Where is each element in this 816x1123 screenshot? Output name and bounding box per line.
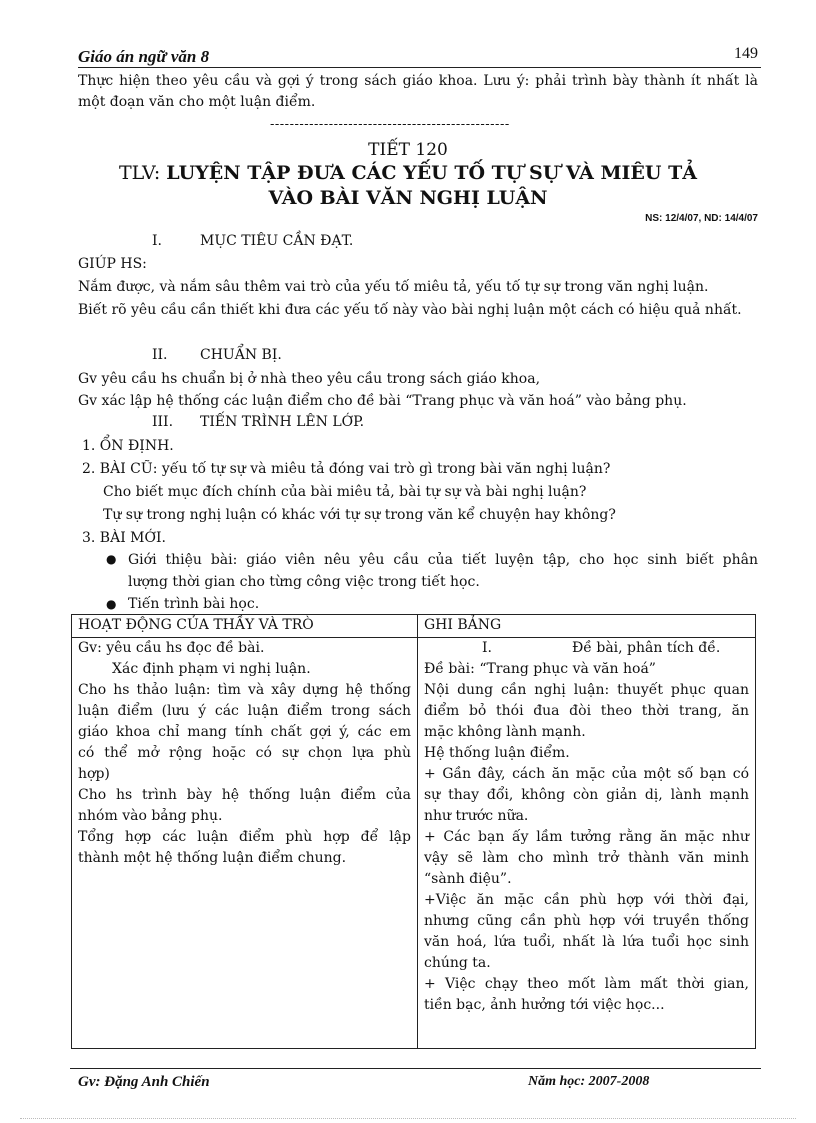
board-line: mặc không lành mạnh.: [424, 724, 586, 740]
activity-line: giáo khoa chỉ mang tính chất gợi ý, các em: [78, 724, 411, 740]
activity-line: nhóm vào bảng phụ.: [78, 808, 223, 824]
activity-line: Gv: yêu cầu hs đọc đề bài.: [78, 640, 265, 656]
section1-line2: Biết rõ yêu cầu cần thiết khi đưa các yếu tố này vào bài nghị luận một cách có hiệu quả nhất.: [78, 302, 742, 318]
page-edge: [20, 1118, 796, 1119]
board-line: chúng ta.: [424, 955, 491, 971]
activity-line: Tổng hợp các luận điểm phù hợp để lập: [78, 829, 411, 845]
board-line: + Gần đây, cách ăn mặc của một số bạn có: [424, 766, 749, 782]
step-2-question-1: Cho biết mục đích chính của bài miêu tả, bài tự sự và bài nghị luận?: [103, 484, 587, 500]
board-heading-text: Đề bài, phân tích đề.: [572, 640, 721, 656]
board-line: Hệ thống luận điểm.: [424, 745, 570, 761]
board-heading: [424, 638, 749, 659]
step-2-question-2: Tự sự trong nghị luận có khác với tự sự trong văn kể chuyện hay không?: [103, 507, 616, 523]
bullet-1-line1: Giới thiệu bài: giáo viên nêu yêu cầu của tiết luyện tập, cho học sinh biết phân: [128, 552, 758, 568]
footer-rule: [70, 1068, 761, 1069]
board-line: tiền bạc, ảnh hưởng tới việc học...: [424, 997, 665, 1013]
step-2: 2. BÀI CŨ: yếu tố tự sự và miêu tả đóng vai trò gì trong bài văn nghị luận?: [82, 461, 611, 477]
header-title: Giáo án ngữ văn 8: [78, 47, 210, 66]
lesson-title-line2: VÀO BÀI VĂN NGHỊ LUẬN: [268, 187, 548, 209]
section1-title: MỤC TIÊU CẦN ĐẠT.: [200, 233, 354, 249]
table-header-board: GHI BẢNG: [418, 615, 756, 638]
step-1: 1. ỔN ĐỊNH.: [82, 438, 174, 454]
section2-number: II.: [152, 347, 168, 363]
bullet-1-line2: lượng thời gian cho từng công việc trong tiết học.: [128, 574, 480, 590]
board-line: “sành điệu”.: [424, 871, 512, 887]
table-header-row: [72, 615, 756, 638]
section2-title: CHUẨN BỊ.: [200, 347, 282, 363]
step-3: 3. BÀI MỚI.: [82, 530, 166, 546]
lesson-number: TIẾT 120: [368, 140, 448, 160]
lesson-title-line1: [0, 162, 816, 184]
table-header-activities: HOẠT ĐỘNG CỦA THẦY VÀ TRÒ: [72, 615, 418, 638]
activity-line: Cho hs trình bày hệ thống luận điểm của: [78, 787, 411, 803]
section1-lead: GIÚP HS:: [78, 256, 147, 272]
footer-teacher: Gv: Đặng Anh Chiến: [78, 1074, 210, 1090]
header-rule: [78, 67, 761, 68]
board-line: + Các bạn ấy lầm tưởng rằng ăn mặc như: [424, 829, 749, 845]
lesson-prefix: TLV:: [119, 162, 167, 184]
activity-line: có thể mở rộng hoặc có sự chọn lựa phù: [78, 745, 411, 761]
board-line: sự thay đổi, không còn giản dị, lành mạnh: [424, 787, 749, 803]
lesson-title-text: LUYỆN TẬP ĐƯA CÁC YẾU TỐ TỰ SỰ VÀ MIÊU TẢ: [166, 162, 697, 184]
footer-school-year: Năm học: 2007-2008: [528, 1074, 650, 1089]
board-line: vậy sẽ làm cho mình trở thành văn minh: [424, 850, 749, 866]
section3-number: III.: [152, 414, 174, 430]
section2-line2: Gv xác lập hệ thống các luận điểm cho đề bài “Trang phục và văn hoá” vào bảng phụ.: [78, 393, 687, 409]
section1-number: I.: [152, 233, 162, 249]
board-line: Nội dung cần nghị luận: thuyết phục quan: [424, 682, 749, 698]
activity-line: Cho hs thảo luận: tìm và xây dựng hệ thống: [78, 682, 411, 698]
separator: -------------------------------------------------: [270, 117, 510, 132]
activity-line: thành một hệ thống luận điểm chung.: [78, 850, 347, 866]
intro-paragraph: Thực hiện theo yêu cầu và gợi ý trong sách giáo khoa. Lưu ý: phải trình bày thành ít nhất là một đoạn văn cho một luận điểm.: [78, 73, 758, 110]
activities-cell: [72, 638, 418, 1049]
activity-line: luận điểm (lưu ý các luận điểm trong sách: [78, 703, 411, 719]
page-number: 149: [734, 45, 758, 62]
board-cell: [418, 638, 756, 1049]
bullet-dot-2: ●: [106, 597, 117, 611]
section1-line1: Nắm được, và nắm sâu thêm vai trò của yếu tố miêu tả, yếu tố tự sự trong văn nghị luận.: [78, 279, 709, 295]
board-line: điểm bỏ thói đua đòi theo thời trang, ăn: [424, 703, 749, 719]
board-line: nhưng cũng cần phù hợp với truyền thống: [424, 913, 749, 929]
board-line: Đề bài: “Trang phục và văn hoá”: [424, 661, 656, 677]
board-line: +Việc ăn mặc cần phù hợp với thời đại,: [424, 892, 749, 908]
lesson-table: [71, 614, 756, 1049]
board-line: như trước nữa.: [424, 808, 529, 824]
lesson-dates: NS: 12/4/07, ND: 14/4/07: [645, 213, 758, 224]
activity-line: Xác định phạm vi nghị luận.: [112, 661, 311, 677]
section3-title: TIẾN TRÌNH LÊN LỚP.: [200, 414, 365, 430]
activity-line: hợp): [78, 766, 110, 782]
table-row: [72, 638, 756, 1049]
bullet-dot-1: ●: [106, 552, 117, 566]
board-line: văn hoá, lứa tuổi, nhất là lứa tuổi học sinh: [424, 934, 749, 950]
section2-line1: Gv yêu cầu hs chuẩn bị ở nhà theo yêu cầu trong sách giáo khoa,: [78, 371, 541, 387]
board-line: + Việc chạy theo mốt làm mất thời gian,: [424, 976, 749, 992]
board-heading-number: I.: [482, 640, 492, 656]
bullet-2: Tiến trình bài học.: [128, 596, 260, 612]
